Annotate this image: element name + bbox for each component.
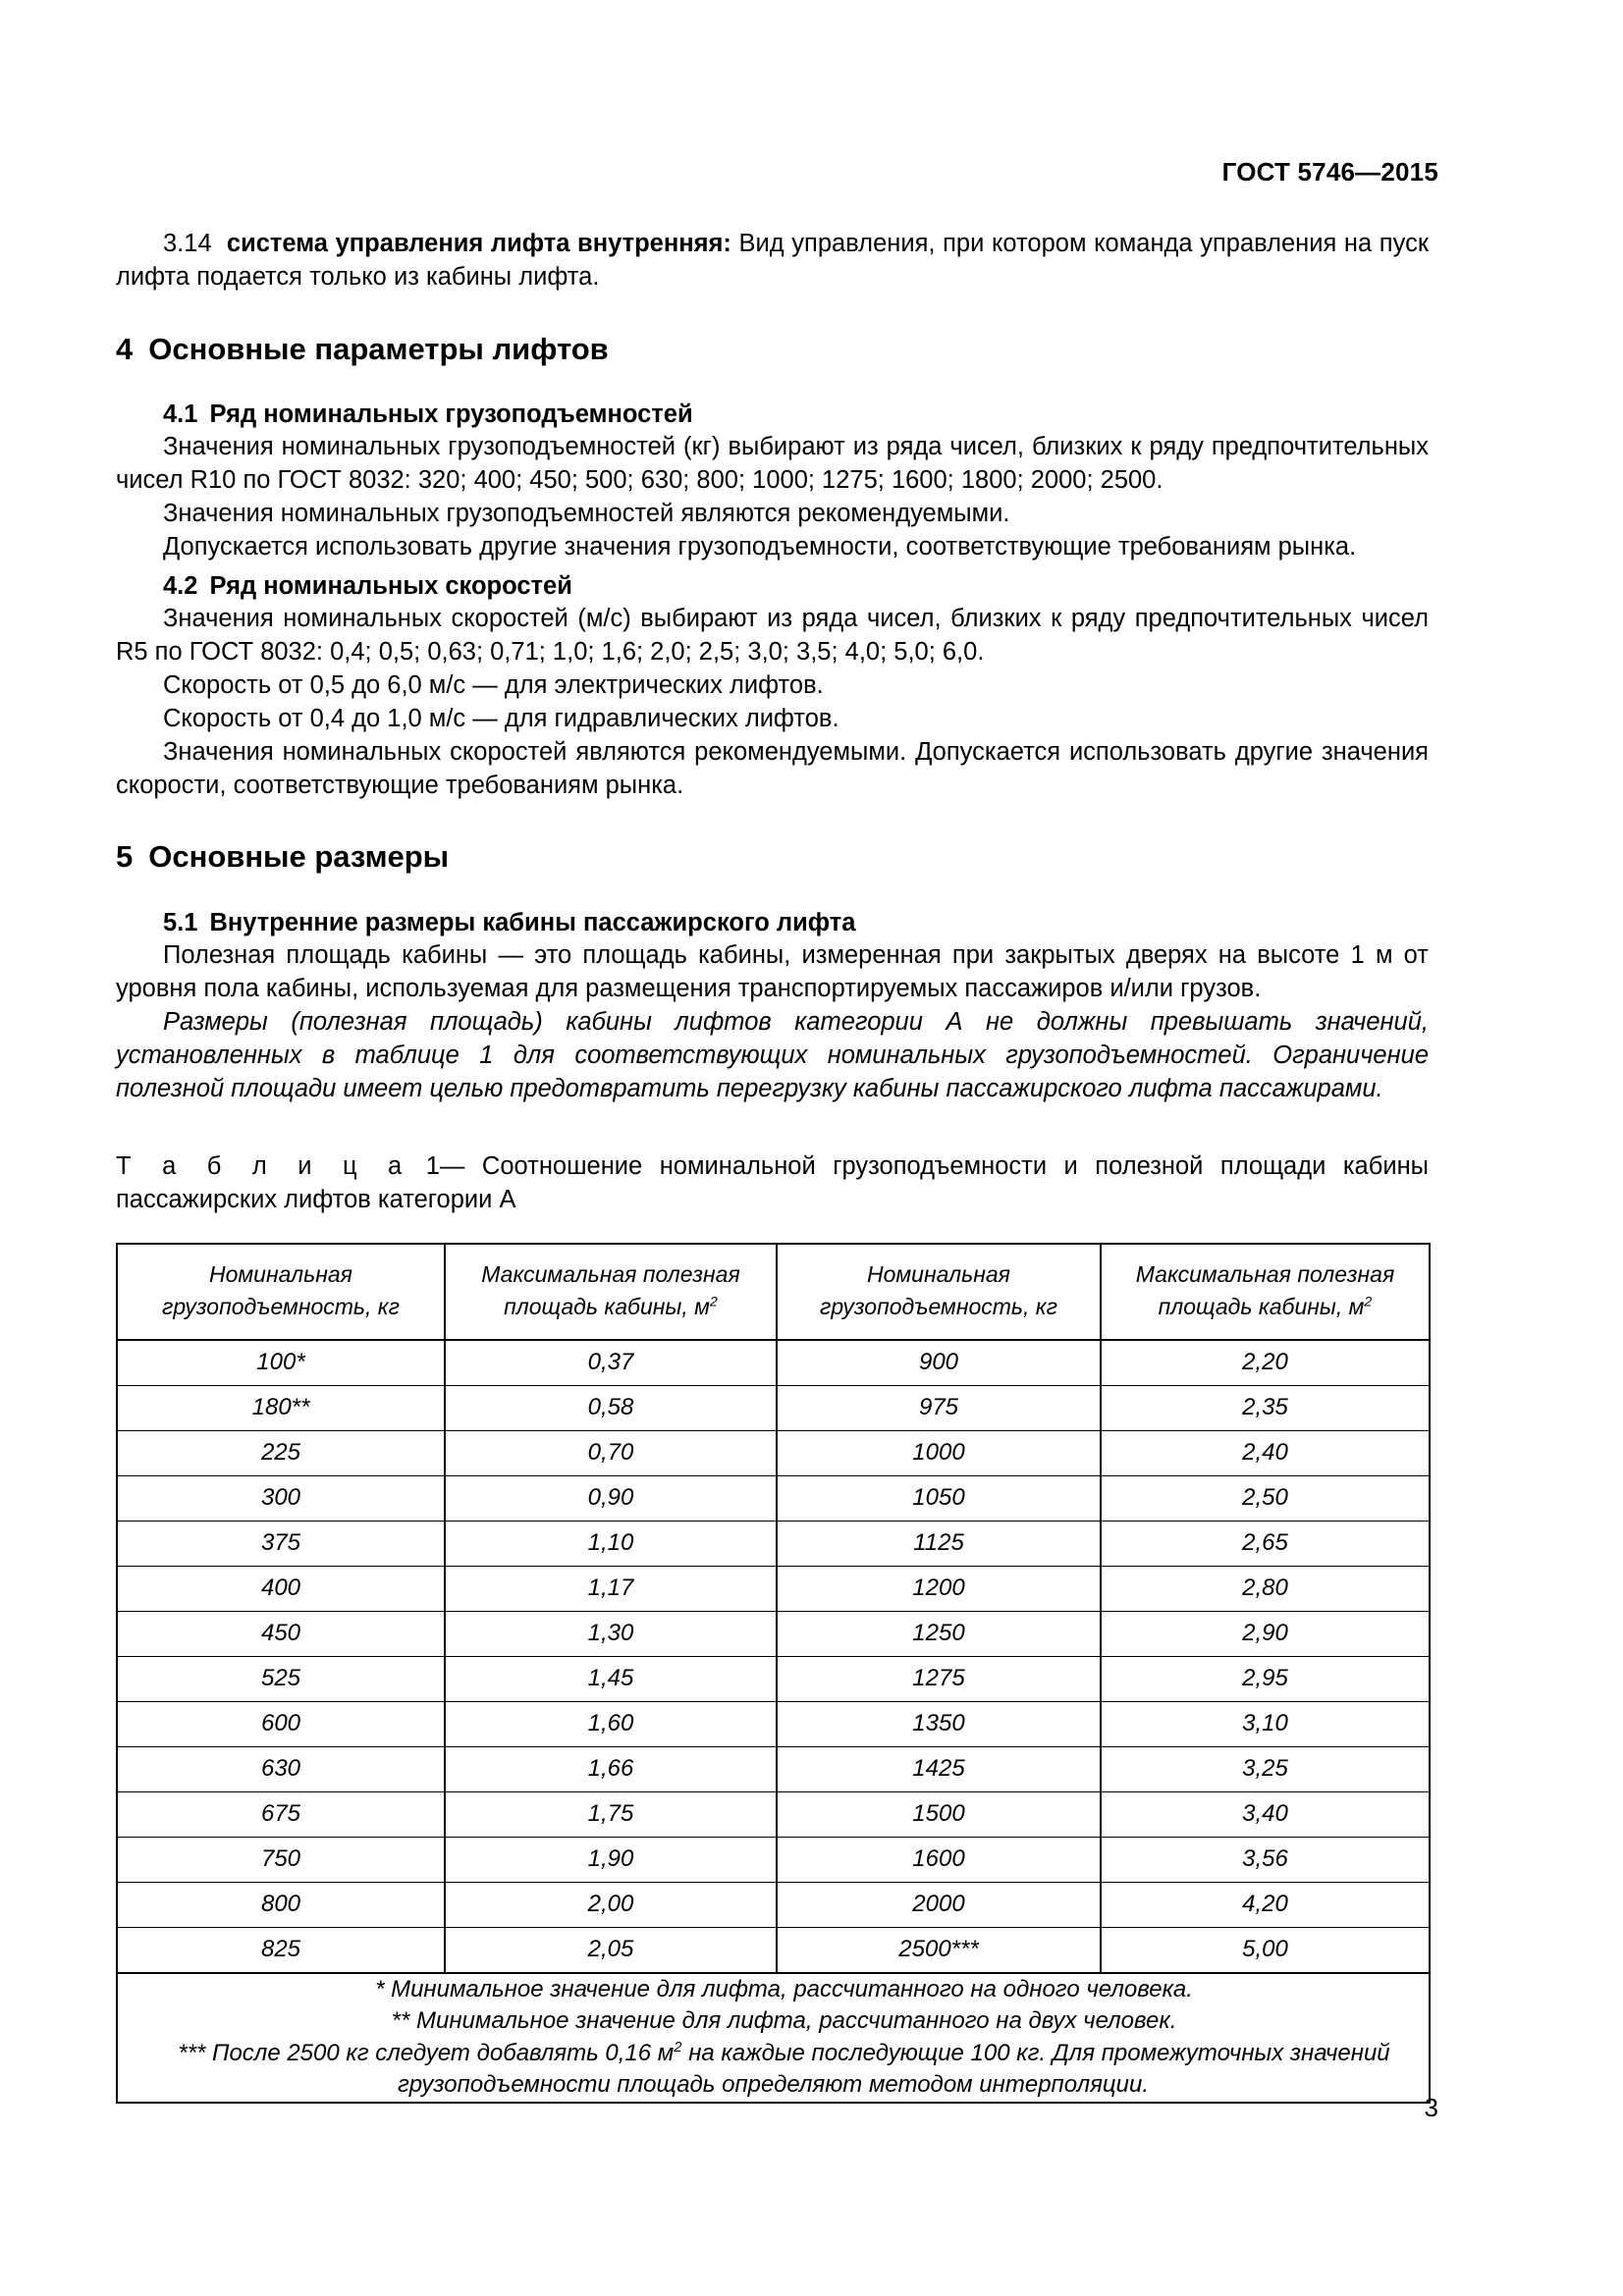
superscript: 2	[674, 2039, 682, 2056]
table-cell: 900	[777, 1340, 1101, 1386]
table-caption-text: Соотношение номинальной грузоподъемности и полезной площади кабины пассажирских лифтов категории А	[116, 1152, 1429, 1214]
header-line: грузоподъемность, кг	[819, 1293, 1058, 1319]
table-row	[117, 1611, 1430, 1656]
table-row	[117, 1385, 1430, 1430]
column-header-max-area-2	[1101, 1244, 1430, 1339]
paragraph: Полезная площадь кабины — это площадь кабины, измеренная при закрытых дверях на высоте 1 м от уровня пола кабины, используемая для размещения транспортируемых пассажиров и/или грузов.	[116, 940, 1429, 1002]
table-row	[117, 1566, 1430, 1611]
table-cell: 100*	[117, 1340, 445, 1386]
paragraph-italic: Размеры (полезная площадь) кабины лифтов категории А не должны превышать значений, установленных в таблице 1 для соответствующих номинальных грузоподъемностей. Ограничение полезной площади имеет целью предотвратить перегрузку кабины пассажирского лифта пассажирами.	[116, 1007, 1429, 1102]
superscript: 2	[1364, 1294, 1373, 1310]
table-cell: 1125	[777, 1521, 1101, 1566]
section-4-title: Основные параметры лифтов	[148, 331, 609, 366]
header-line: Номинальная	[209, 1261, 352, 1288]
table-caption-label: Т а б л и ц а	[116, 1152, 409, 1181]
table-cell: 180**	[117, 1385, 445, 1430]
subsection-4-1-heading	[116, 399, 1429, 431]
table-cell: 2,40	[1101, 1430, 1430, 1475]
table-cell: 225	[117, 1430, 445, 1475]
table-cell: 1,10	[445, 1521, 777, 1566]
table-cell: 1500	[777, 1791, 1101, 1837]
table-cell: 3,25	[1101, 1746, 1430, 1791]
table-cell: 800	[117, 1882, 445, 1927]
table-row	[117, 1340, 1430, 1386]
header-line: площадь кабины, $м^2$	[504, 1293, 718, 1319]
table-cell: 2,95	[1101, 1656, 1430, 1701]
table-cell: 1,45	[445, 1656, 777, 1701]
table-cell: 1350	[777, 1701, 1101, 1746]
table-row	[117, 1475, 1430, 1521]
table-header	[117, 1244, 1430, 1339]
table-row	[117, 1791, 1430, 1837]
subsection-4-2-number: 4.2	[163, 571, 198, 600]
table-cell: 4,20	[1101, 1882, 1430, 1927]
table-row	[117, 1521, 1430, 1566]
table-cell: 0,70	[445, 1430, 777, 1475]
table-row	[117, 1430, 1430, 1475]
column-header-nominal-load-1	[117, 1244, 445, 1339]
table-cell: 2,20	[1101, 1340, 1430, 1386]
subsection-5-1-number: 5.1	[163, 908, 198, 936]
table-cell: 2,35	[1101, 1385, 1430, 1430]
subsection-4-2-title: Ряд номинальных скоростей	[209, 571, 572, 600]
section-5-title: Основные размеры	[148, 839, 450, 875]
table-footnotes	[117, 1973, 1430, 2104]
header-line: Максимальная полезная	[1135, 1261, 1395, 1288]
section-5-number: 5	[116, 839, 134, 875]
table-row	[117, 1927, 1430, 1973]
table-cell: 1275	[777, 1656, 1101, 1701]
table-cell: 1,75	[445, 1791, 777, 1837]
table-cell: 300	[117, 1475, 445, 1521]
table-row	[117, 1837, 1430, 1882]
table-cell: 525	[117, 1656, 445, 1701]
table-1-wrapper	[116, 1243, 1429, 2104]
table-cell: 0,37	[445, 1340, 777, 1386]
table-cell: 450	[117, 1611, 445, 1656]
document-body	[116, 228, 1429, 2104]
paragraph: Значения номинальных грузоподъемностей являются рекомендуемыми.	[163, 500, 1010, 528]
table-cell: 2,00	[445, 1882, 777, 1927]
table-cell: 1,30	[445, 1611, 777, 1656]
subsection-4-2-heading	[116, 570, 1429, 603]
table-cell: 375	[117, 1521, 445, 1566]
table-caption-number: 1—	[425, 1152, 465, 1181]
table-cell: 3,56	[1101, 1837, 1430, 1882]
table-footnote: *** После 2500 кг следует добавлять 0,16 $м^2$ на каждые последующие 100 кг. Для промежуточных значений грузоподъемности площадь определяют методом интерполяции.	[178, 2039, 1390, 2099]
table-footnote: * Минимальное значение для лифта, рассчитанного на одного человека.	[375, 1975, 1193, 2002]
table-cell: 2,65	[1101, 1521, 1430, 1566]
table-cell: 1425	[777, 1746, 1101, 1791]
table-cell: 2,05	[445, 1927, 777, 1973]
table-cell: 5,00	[1101, 1927, 1430, 1973]
table-row	[117, 1701, 1430, 1746]
section-5-heading	[116, 837, 1429, 877]
header-line: Номинальная	[867, 1261, 1010, 1288]
table-row	[117, 1656, 1430, 1701]
column-header-max-area-1	[445, 1244, 777, 1339]
superscript: 2	[709, 1294, 718, 1310]
table-cell: 2,50	[1101, 1475, 1430, 1521]
table-cell: 1,90	[445, 1837, 777, 1882]
paragraph: Значения номинальных скоростей являются рекомендуемыми. Допускается использовать другие значения скорости, соответствующие требованиям рынка.	[116, 737, 1429, 799]
table-header-row	[117, 1244, 1430, 1339]
table-cell: 975	[777, 1385, 1101, 1430]
column-header-nominal-load-2	[777, 1244, 1101, 1339]
section-4-number: 4	[116, 331, 134, 366]
table-cell: 0,90	[445, 1475, 777, 1521]
table-cell: 2,80	[1101, 1566, 1430, 1611]
paragraph: Значения номинальных скоростей (м/с) выбирают из ряда чисел, близких к ряду предпочтительных чисел R5 по ГОСТ 8032: 0,4; 0,5; 0,63; 0,71; 1,0; 1,6; 2,0; 2,5; 3,0; 3,5; 4,0; 5,0; 6,0.	[116, 605, 1429, 666]
table-cell: 825	[117, 1927, 445, 1973]
table-cell: 2500***	[777, 1927, 1101, 1973]
table-cell: 630	[117, 1746, 445, 1791]
clause-3-14	[116, 228, 1429, 294]
table-body	[117, 1340, 1430, 1973]
table-cell: 1200	[777, 1566, 1101, 1611]
table-cell: 3,10	[1101, 1701, 1430, 1746]
table-1	[116, 1243, 1431, 2104]
table-cell: 600	[117, 1701, 445, 1746]
paragraph: Скорость от 0,4 до 1,0 м/с — для гидравлических лифтов.	[163, 704, 839, 732]
table-cell: 1,66	[445, 1746, 777, 1791]
table-row	[117, 1746, 1430, 1791]
table-footnote-row	[117, 1973, 1430, 2104]
table-cell: 675	[117, 1791, 445, 1837]
table-footnote: ** Минимальное значение для лифта, рассчитанного на двух человек.	[391, 2007, 1177, 2035]
table-cell: 1000	[777, 1430, 1101, 1475]
paragraph: Скорость от 0,5 до 6,0 м/с — для электрических лифтов.	[163, 670, 824, 699]
subsection-5-1-heading	[116, 907, 1429, 939]
clause-definition: Вид управления, при котором команда управления на пуск лифта подается только из кабины лифта.	[116, 230, 1429, 291]
subsection-5-1-title: Внутренние размеры кабины пассажирского лифта	[209, 908, 856, 936]
table-1-caption	[116, 1150, 1429, 1217]
clause-number: 3.14	[163, 230, 212, 257]
header-line: площадь кабины, $м^2$	[1158, 1293, 1373, 1319]
page-number: 3	[1424, 2093, 1438, 2122]
table-cell: 2,90	[1101, 1611, 1430, 1656]
table-footnote-cell	[117, 1973, 1430, 2104]
table-cell: 1050	[777, 1475, 1101, 1521]
table-row	[117, 1882, 1430, 1927]
table-cell: 0,58	[445, 1385, 777, 1430]
table-cell: 1600	[777, 1837, 1101, 1882]
running-head: ГОСТ 5746—2015	[1221, 157, 1438, 187]
table-cell: 1,60	[445, 1701, 777, 1746]
header-line: грузоподъемность, кг	[161, 1293, 401, 1319]
table-cell: 3,40	[1101, 1791, 1430, 1837]
table-cell: 1,17	[445, 1566, 777, 1611]
paragraph: Допускается использовать другие значения грузоподъемности, соответствующие требованиям рынка.	[163, 532, 1357, 561]
header-line: Максимальная полезная	[481, 1261, 740, 1288]
table-cell: 750	[117, 1837, 445, 1882]
table-cell: 2000	[777, 1882, 1101, 1927]
table-cell: 400	[117, 1566, 445, 1611]
table-cell: 1250	[777, 1611, 1101, 1656]
clause-term: система управления лифта внутренняя:	[226, 230, 731, 257]
section-4-heading	[116, 330, 1429, 369]
subsection-4-1-title: Ряд номинальных грузоподъемностей	[209, 400, 693, 429]
paragraph: Значения номинальных грузоподъемностей (кг) выбирают из ряда чисел, близких к ряду предпочтительных чисел R10 по ГОСТ 8032: 320; 400; 450; 500; 630; 800; 1000; 1275; 1600; 1800; 2000; 2500.	[116, 433, 1429, 495]
subsection-4-1-number: 4.1	[163, 400, 198, 429]
